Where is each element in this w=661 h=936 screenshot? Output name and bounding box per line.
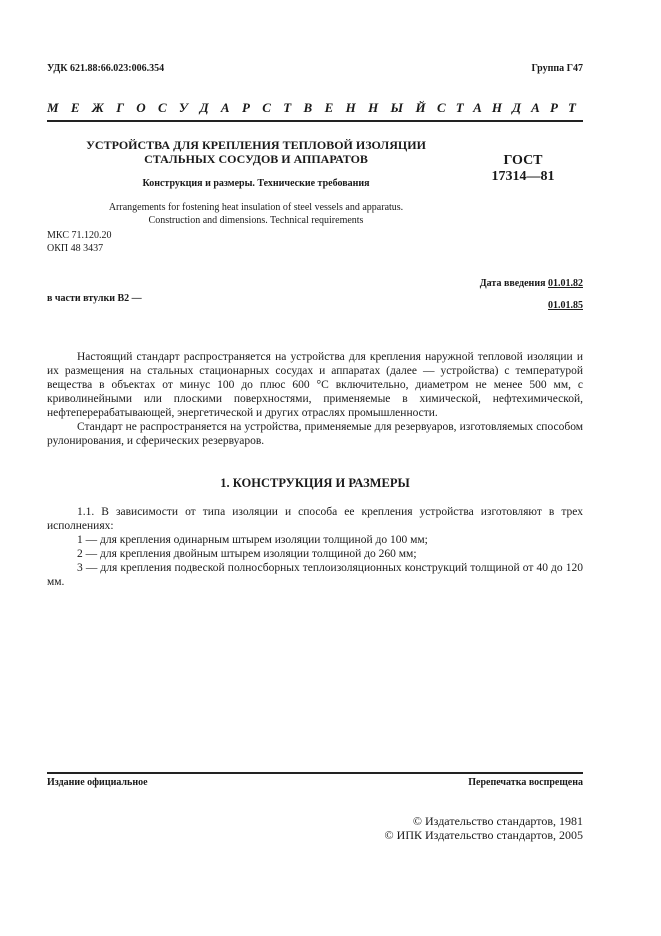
footer-rule [47,772,583,774]
intro-paragraph-2: Стандарт не распространяется на устройства, применяемые для резервуаров, изготовляемых способом рулонирования, и сферических резервуаров. [47,421,583,447]
introduction-date-label: Дата введения [479,278,546,289]
okp-code: ОКП 48 3437 [47,243,104,254]
document-subtitle: Конструкция и размеры. Технические требования [142,178,370,189]
copyright-line-1: © Издательство стандартов, 1981 [412,814,583,828]
group-code: Группа Г47 [531,63,583,74]
variant-item: 3 — для крепления подвеской полносборных теплоизоляционных конструкций толщиной от 40 до 120 мм. [47,562,583,588]
gost-number: 17314—81 [491,169,555,184]
intro-paragraph-1: Настоящий стандарт распространяется на устройства для крепления наружной тепловой изоляции и их размещения на стальных стационарных сосудах и аппаратах (далее — устройства) с температурой вещества в объектах от минус 100 до плюс 600 °С включительно, диаметром не менее 500 мм, с криволинейными или плоскими поверхностями, применяемые в химической, нефтехимической, нефтеперерабатывающей, энергетической и других отраслях промышленности. [47,351,583,419]
section-1-text [47,505,583,589]
banner-interstate: МЕЖГОСУДАРСТВЕННЫЙ [47,100,438,115]
introduction-date-value: 01.01.82 [548,278,583,289]
mks-code: МКС 71.120.20 [47,230,112,241]
banner-rule [47,120,583,122]
partial-date-value: 01.01.85 [548,300,583,311]
copyright-line-2: © ИПК Издательство стандартов, 2005 [384,828,583,842]
section-1-heading: 1. КОНСТРУКЦИЯ И РАЗМЕРЫ [220,476,410,490]
banner-standard: СТАНДАРТ [437,100,587,115]
gost-label: ГОСТ [503,153,543,168]
copyright-block [385,814,583,842]
document-title [47,138,465,166]
english-title-line-1: Arrangements for fostening heat insulation of steel vessels and apparatus. [108,202,404,213]
intro-text [47,350,583,448]
official-edition: Издание официальное [47,777,148,788]
title-line-2: СТАЛЬНЫХ СОСУДОВ И АППАРАТОВ [144,152,368,166]
english-title-line-2: Construction and dimensions. Technical requirements [148,215,364,226]
english-title [47,201,465,227]
gost-designation [478,153,568,185]
udk-code: УДК 621.88:66.023:006.354 [47,63,165,74]
classification-codes [47,229,111,255]
clause-1-1: 1.1. В зависимости от типа изоляции и способа ее крепления устройства изготовляют в трех исполнениях: [47,506,583,532]
reprint-prohibited: Перепечатка воспрещена [468,777,583,788]
variant-item: 2 — для крепления двойным штырем изоляции толщиной до 260 мм; [77,548,417,560]
introduction-date [480,278,583,289]
variant-item: 1 — для крепления одинарным штырем изоляции толщиной до 100 мм; [77,534,428,546]
partial-date-label: в части втулки В2 — [47,293,142,304]
title-line-1: УСТРОЙСТВА ДЛЯ КРЕПЛЕНИЯ ТЕПЛОВОЙ ИЗОЛЯЦИИ [86,138,426,152]
